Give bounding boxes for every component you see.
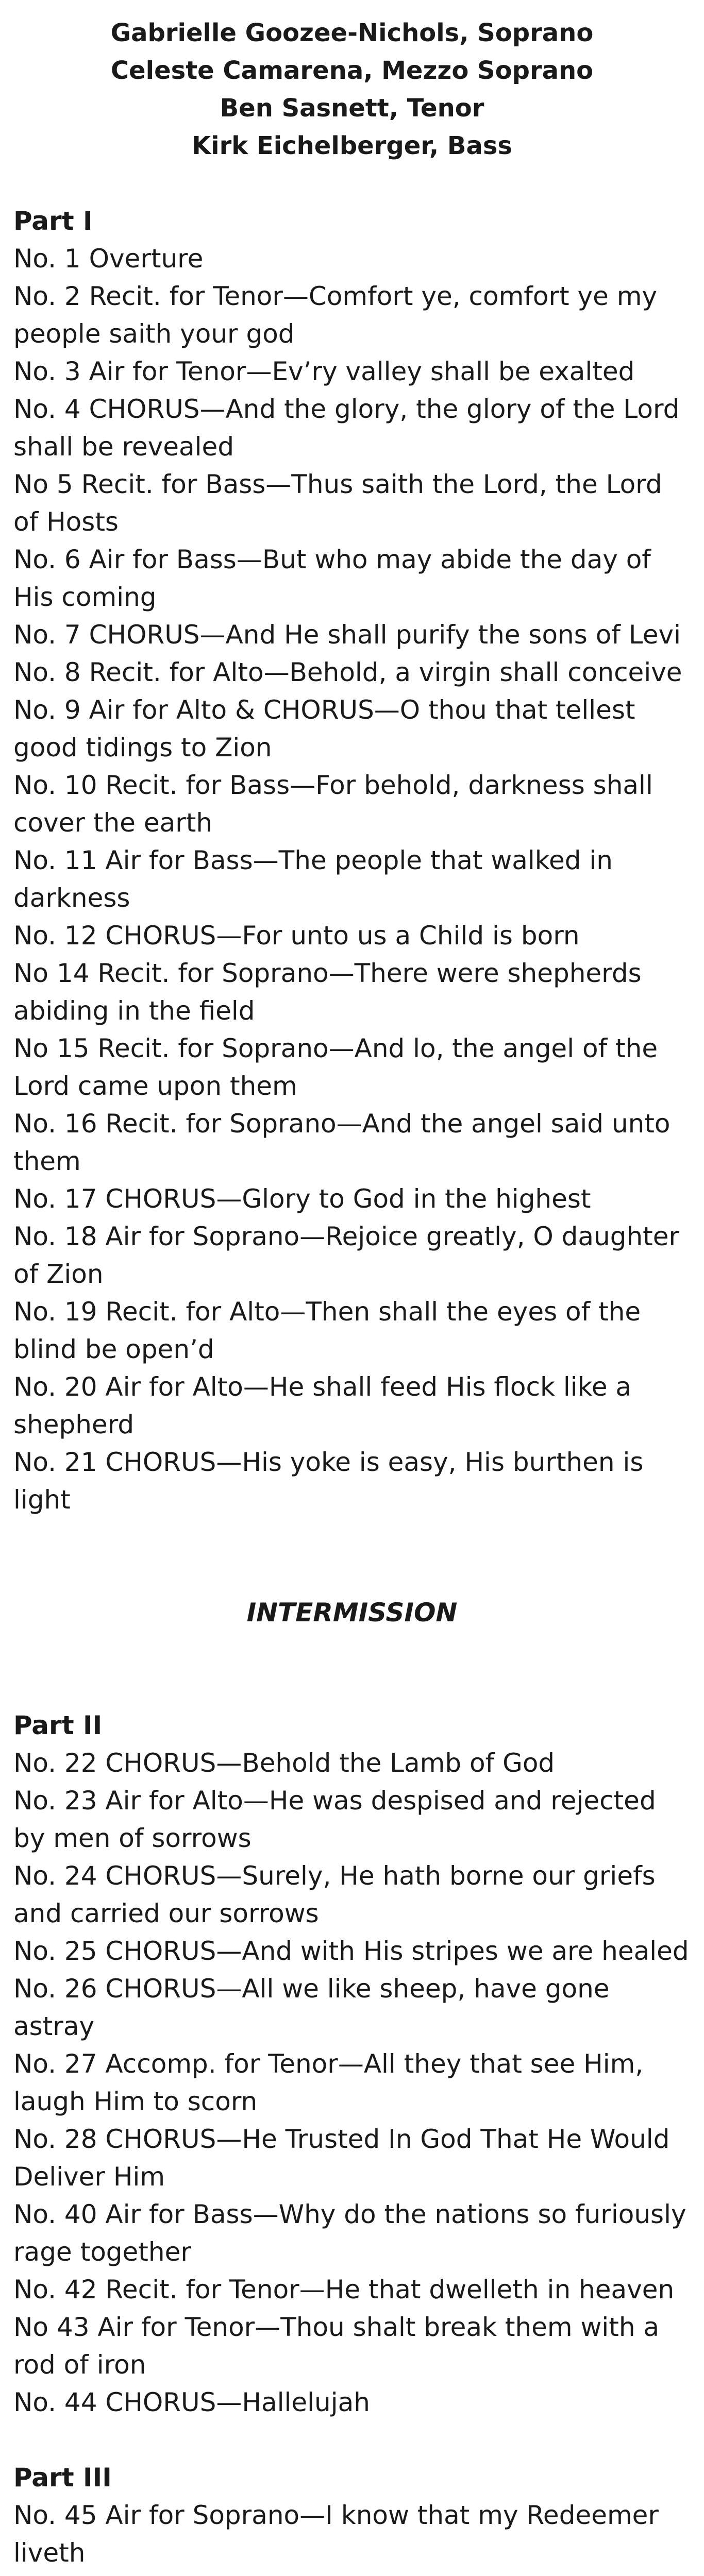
program-item: No. 6 Air for Bass—But who may abide the day of His coming (13, 545, 651, 612)
program-item: No. 16 Recit. for Soprano—And the angel said unto them (13, 1109, 671, 1176)
program-item: No. 12 CHORUS—For unto us a Child is born (13, 921, 580, 951)
program-item: No. 8 Recit. for Alto—Behold, a virgin shall conceive (13, 657, 682, 687)
part-3-heading: Part III (13, 2463, 112, 2493)
program-item: No 15 Recit. for Soprano—And lo, the angel of the Lord came upon them (13, 1033, 658, 1101)
program-item: No. 24 CHORUS—Surely, He hath borne our griefs and carried our sorrows (13, 1861, 656, 1928)
program-item: No. 18 Air for Soprano—Rejoice greatly, O daughter of Zion (13, 1222, 680, 1289)
program-item: No. 22 CHORUS—Behold the Lamb of God (13, 1748, 555, 1778)
soloists-list (13, 14, 691, 165)
program-item: No. 23 Air for Alto—He was despised and rejected by men of sorrows (13, 1786, 656, 1853)
program-item: No. 1 Overture (13, 244, 204, 274)
program-item: No. 26 CHORUS—All we like sheep, have gone astray (13, 1974, 610, 2041)
program-item: No. 21 CHORUS—His yoke is easy, His burthen is light (13, 1447, 644, 1515)
program-item: No. 27 Accomp. for Tenor—All they that see Him, laugh Him to scorn (13, 2049, 644, 2116)
program-item: No 5 Recit. for Bass—Thus saith the Lord, the Lord of Hosts (13, 469, 662, 537)
soloist-name: Kirk Eichelberger, Bass (191, 131, 512, 160)
program-item: No. 40 Air for Bass—Why do the nations so furiously rage together (13, 2199, 686, 2267)
program-item: No. 10 Recit. for Bass—For behold, darkness shall cover the earth (13, 770, 653, 838)
program-item (13, 2572, 691, 2576)
part-1-heading: Part I (13, 206, 93, 236)
part-2-section (13, 1707, 691, 2421)
program-item: No. 9 Air for Alto & CHORUS—O thou that tellest good tidings to Zion (13, 695, 635, 762)
part-1-section (13, 202, 691, 1519)
program-item: No. 45 Air for Soprano—I know that my Redeemer liveth (13, 2500, 659, 2568)
program-item: No 14 Recit. for Soprano—There were shepherds abiding in the field (13, 958, 642, 1026)
program-item: No 43 Air for Tenor—Thou shalt break them with a rod of iron (13, 2312, 660, 2380)
part-3-section (13, 2459, 691, 2576)
program-item: No. 20 Air for Alto—He shall feed His flock like a shepherd (13, 1372, 632, 1439)
intermission-heading: INTERMISSION (246, 1598, 458, 1628)
program-item: No. 19 Recit. for Alto—Then shall the eyes of the blind be open’d (13, 1297, 641, 1364)
program-item: No. 3 Air for Tenor—Ev’ry valley shall be exalted (13, 357, 635, 386)
program-item: No. 42 Recit. for Tenor—He that dwelleth in heaven (13, 2275, 675, 2304)
soloist-name: Ben Sasnett, Tenor (220, 94, 484, 123)
soloist-name: Gabrielle Goozee-Nichols, Soprano (110, 19, 594, 47)
program-item: No. 11 Air for Bass—The people that walked in darkness (13, 845, 613, 913)
program-item: No. 2 Recit. for Tenor—Comfort ye, comfort ye my people saith your god (13, 281, 658, 349)
part-2-heading: Part II (13, 1710, 103, 1740)
program-item: No. 28 CHORUS—He Trusted In God That He Would Deliver Him (13, 2124, 670, 2192)
program-item: No. 17 CHORUS—Glory to God in the highest (13, 1184, 591, 1214)
soloist-name: Celeste Camarena, Mezzo Soprano (110, 56, 594, 85)
program-item: No. 7 CHORUS—And He shall purify the sons of Levi (13, 620, 681, 650)
program-item: No. 25 CHORUS—And with His stripes we are healed (13, 1936, 689, 1966)
program-item: No. 4 CHORUS—And the glory, the glory of the Lord shall be revealed (13, 394, 680, 462)
program-item: No. 44 CHORUS—Hallelujah (13, 2387, 370, 2417)
